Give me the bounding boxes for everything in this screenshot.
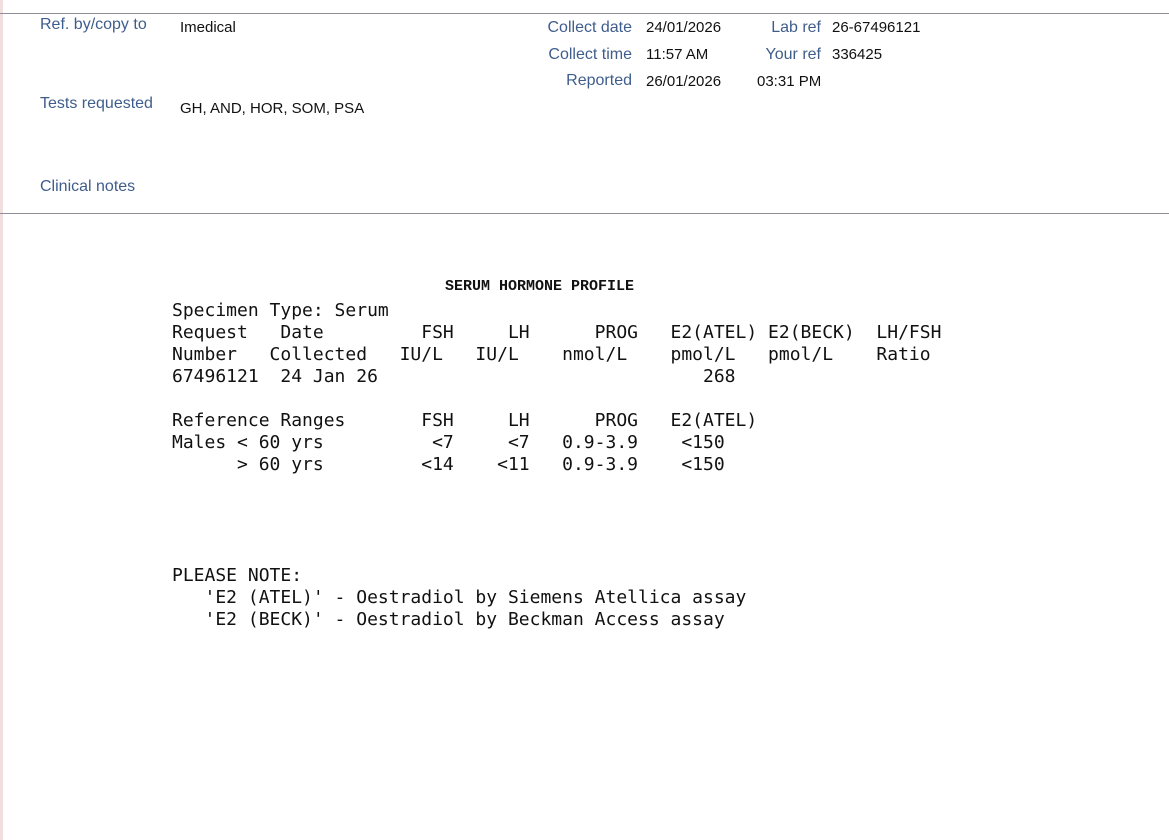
lab-ref-label: Lab ref bbox=[771, 19, 821, 36]
header-top-rule bbox=[0, 13, 1169, 14]
results-header-row-1: Request Date FSH LH PROG E2(ATEL) E2(BECK) LH/FSH bbox=[172, 322, 942, 343]
reported-date-value: 26/01/2026 bbox=[646, 73, 722, 90]
reference-range-row-under-60: Males < 60 yrs <7 <7 0.9-3.9 <150 bbox=[172, 432, 725, 453]
reference-range-row-over-60: > 60 yrs <14 <11 0.9-3.9 <150 bbox=[172, 454, 725, 475]
your-ref-value: 336425 bbox=[832, 46, 883, 63]
results-header-row-2: Number Collected IU/L IU/L nmol/L pmol/L pmol/L Ratio bbox=[172, 344, 931, 365]
collect-date-label: Collect date bbox=[547, 19, 632, 36]
reported-label: Reported bbox=[566, 72, 632, 89]
tests-requested-label: Tests requested bbox=[40, 95, 153, 112]
your-ref-label: Your ref bbox=[765, 46, 821, 63]
collect-time-label: Collect time bbox=[548, 46, 632, 63]
header-bottom-rule bbox=[0, 213, 1169, 214]
reported-time-value: 03:31 PM bbox=[757, 73, 822, 90]
page-left-edge bbox=[0, 0, 3, 840]
reference-ranges-header: Reference Ranges FSH LH PROG E2(ATEL) bbox=[172, 410, 758, 431]
ref-by-value: Imedical bbox=[180, 19, 236, 36]
tests-requested-value: GH, AND, HOR, SOM, PSA bbox=[180, 100, 365, 117]
specimen-type-line: Specimen Type: Serum bbox=[172, 300, 389, 321]
collect-time-value: 11:57 AM bbox=[646, 46, 709, 63]
ref-by-label: Ref. by/copy to bbox=[40, 16, 147, 33]
lab-ref-value: 26-67496121 bbox=[832, 19, 921, 36]
clinical-notes-label: Clinical notes bbox=[40, 178, 136, 195]
result-row: 67496121 24 Jan 26 268 bbox=[172, 366, 736, 387]
note-heading: PLEASE NOTE: bbox=[172, 565, 303, 586]
collect-date-value: 24/01/2026 bbox=[646, 19, 722, 36]
note-line-beck: 'E2 (BECK)' - Oestradiol by Beckman Access assay bbox=[172, 609, 725, 630]
note-line-atel: 'E2 (ATEL)' - Oestradiol by Siemens Atellica assay bbox=[172, 587, 747, 608]
report-title: SERUM HORMONE PROFILE bbox=[445, 278, 635, 295]
